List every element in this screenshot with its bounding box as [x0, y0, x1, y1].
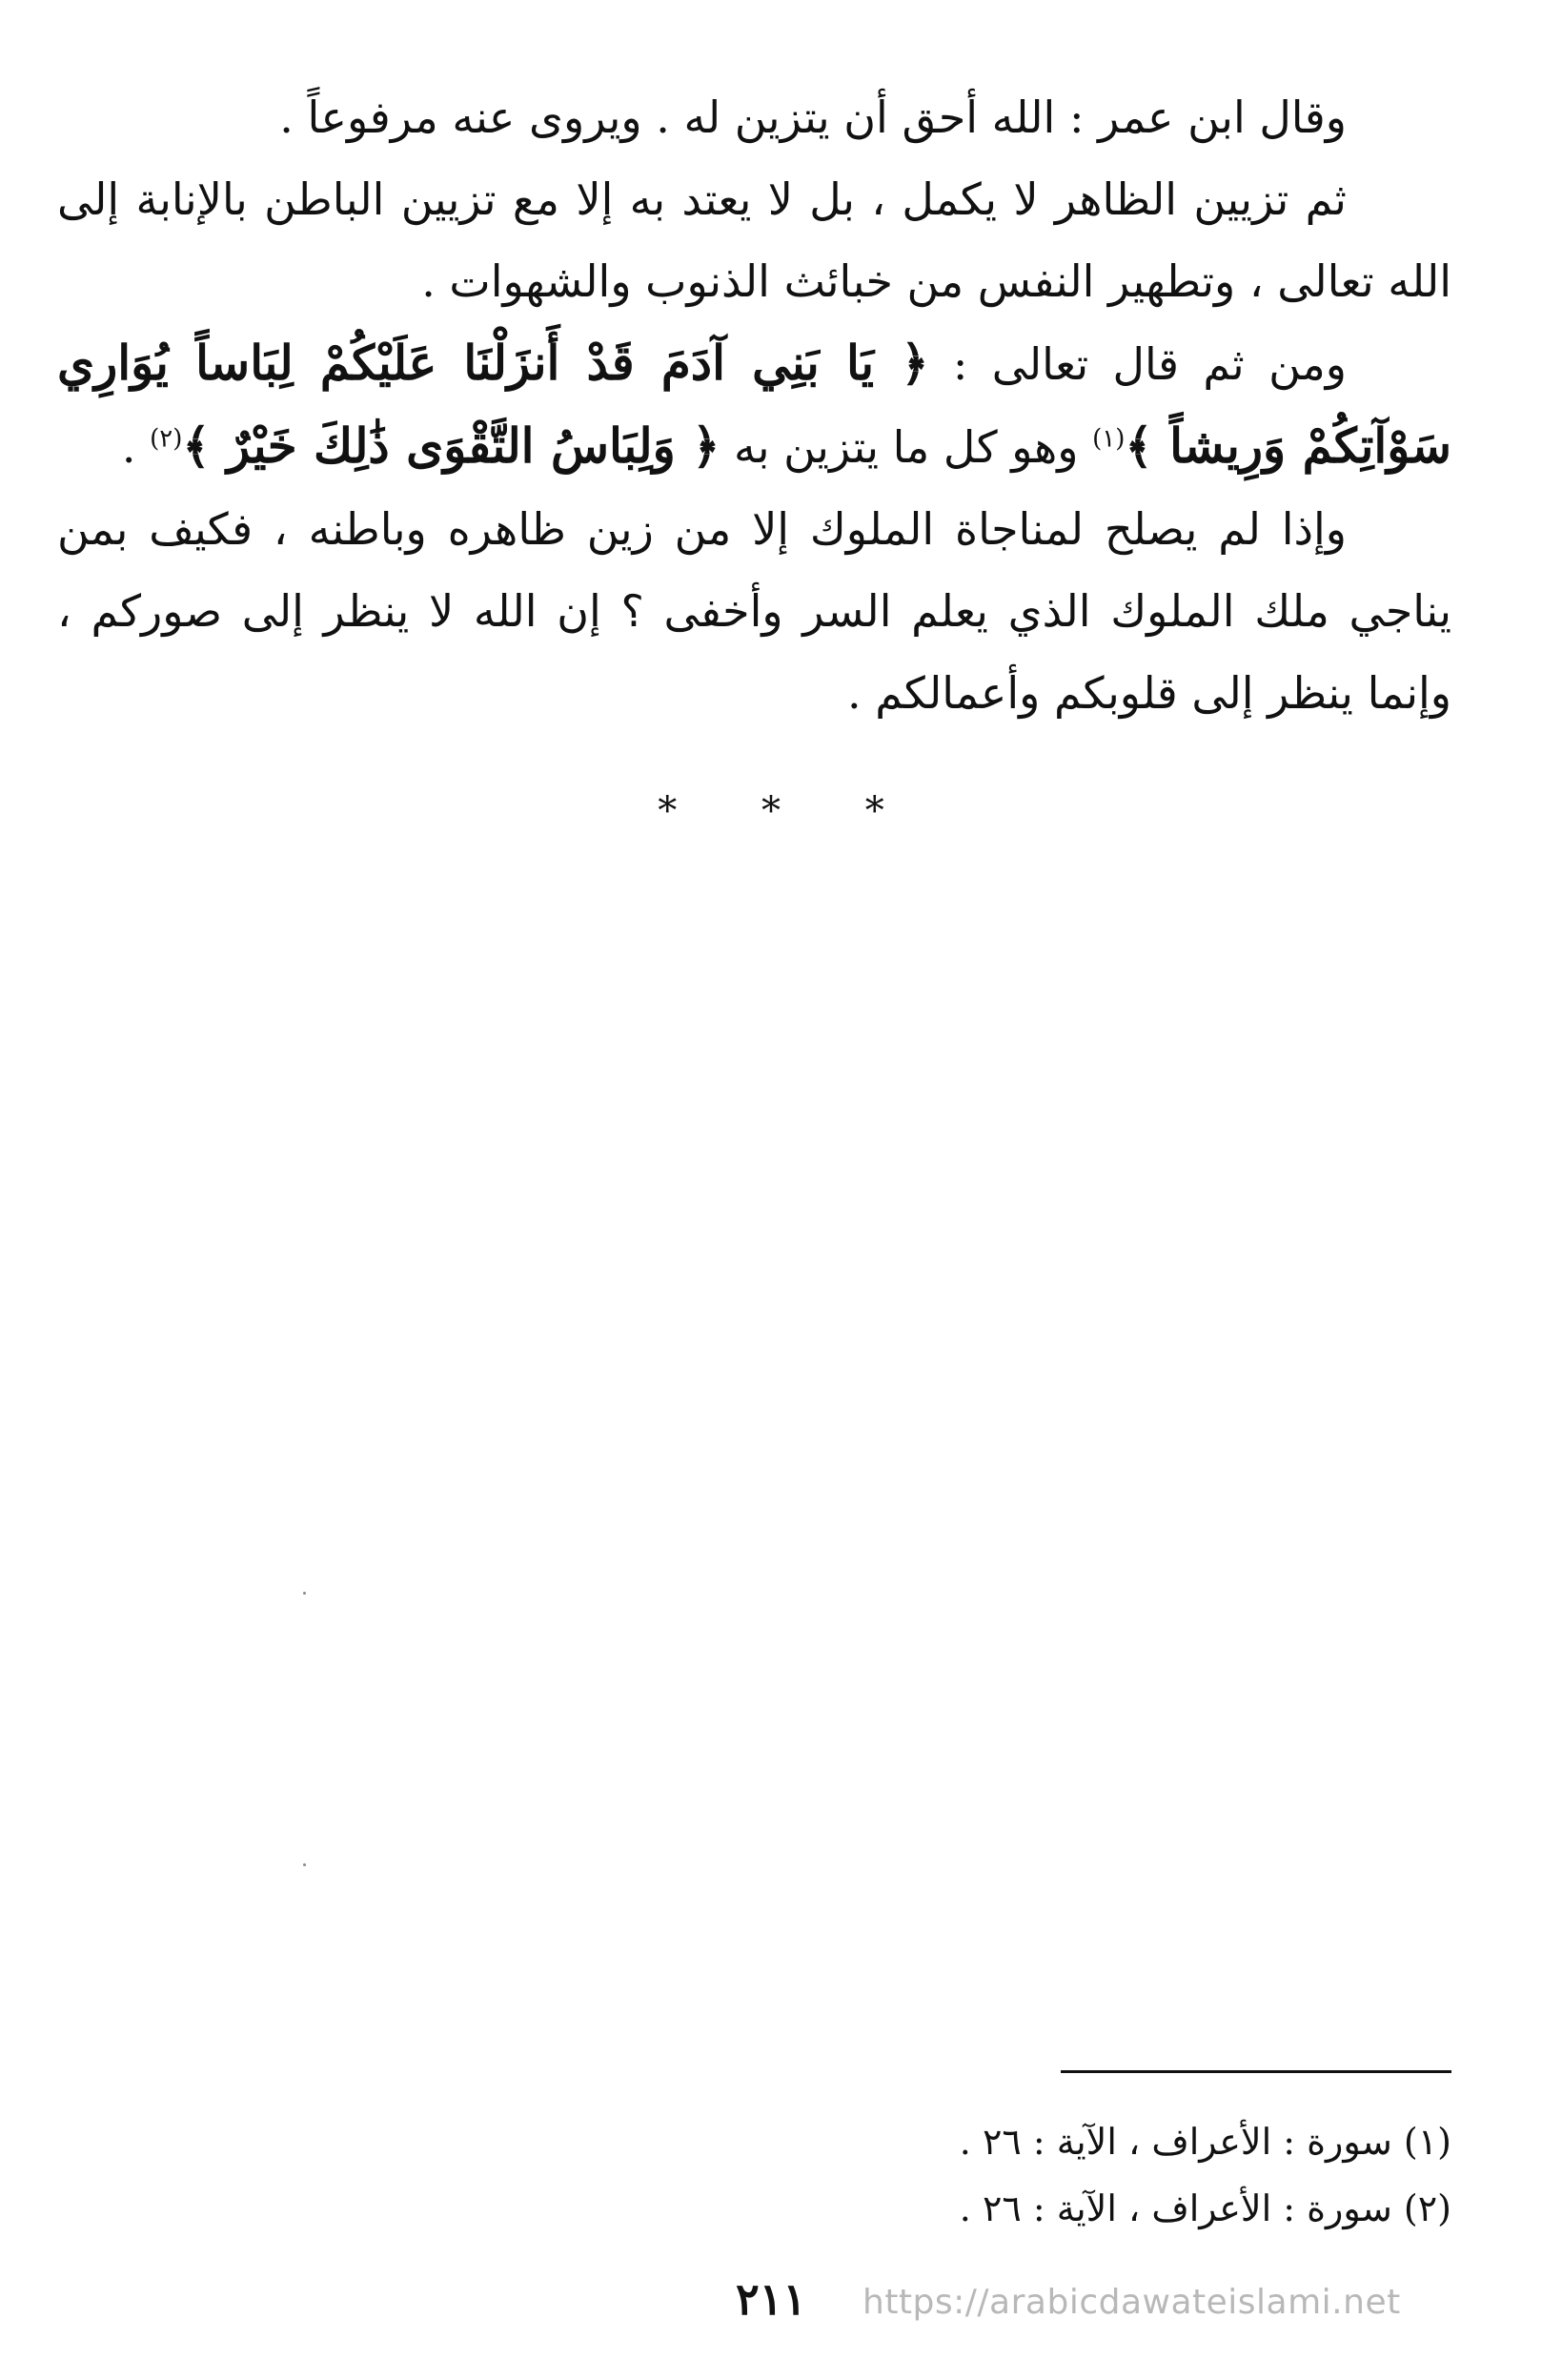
quran-verse-2: ﴿ وَلِبَاسُ التَّقْوَى ذَٰلِكَ خَيْرٌ ﴾ [182, 417, 720, 474]
scan-speck [303, 1592, 306, 1595]
paragraph-3-end: . [121, 421, 136, 473]
quran-verse-1: ﴿ يَا بَنِي آدَمَ قَدْ أَنزَلْنَا عَلَيْكُمْ لِبَاساً يُوَارِي سَوْآتِكُمْ وَرِيشاً ﴾ [57, 335, 1451, 474]
paragraph-3-intro: ومن ثم قال تعالى : [952, 338, 1347, 390]
body-text [57, 76, 1451, 734]
scan-speck [303, 1863, 306, 1866]
page-number: ٢١١ [735, 2273, 807, 2325]
separator-star: * [761, 789, 781, 833]
footnote-divider [1061, 2070, 1451, 2073]
paragraph-2: ثم تزيين الظاهر لا يكمل ، بل لا يعتد به إلا مع تزيين الباطن بالإنابة إلى الله تعالى ، وتطهير النفس من خبائث الذنوب والشهوات . [57, 173, 1451, 307]
footnote-ref-2: (٢) [150, 424, 183, 454]
footnote-ref-1: (١) [1092, 424, 1126, 454]
separator-star: * [658, 789, 678, 833]
footnote-1: (١) سورة : الأعراف ، الآية : ٢٦ . [959, 2121, 1451, 2163]
paragraph-3-middle: وهو كل ما يتزين به [734, 421, 1079, 473]
separator-star: * [864, 789, 884, 833]
watermark-url: https://arabicdawateislami.net [862, 2283, 1401, 2322]
footnotes [594, 2108, 1451, 2242]
footnote-2: (٢) سورة : الأعراف ، الآية : ٢٦ . [959, 2187, 1451, 2229]
paragraph-3 [57, 322, 1451, 488]
section-separator [0, 789, 1542, 833]
paragraph-4: وإذا لم يصلح لمناجاة الملوك إلا من زين ظاهره وباطنه ، فكيف بمن يناجي ملك الملوك الذي يعلم السر وأخفى ؟ إن الله لا ينظر إلى صوركم ، وإنما ينظر إلى قلوبكم وأعمالكم . [57, 503, 1451, 719]
paragraph-1: وقال ابن عمر : الله أحق أن يتزين له . ويروى عنه مرفوعاً . [279, 92, 1347, 143]
